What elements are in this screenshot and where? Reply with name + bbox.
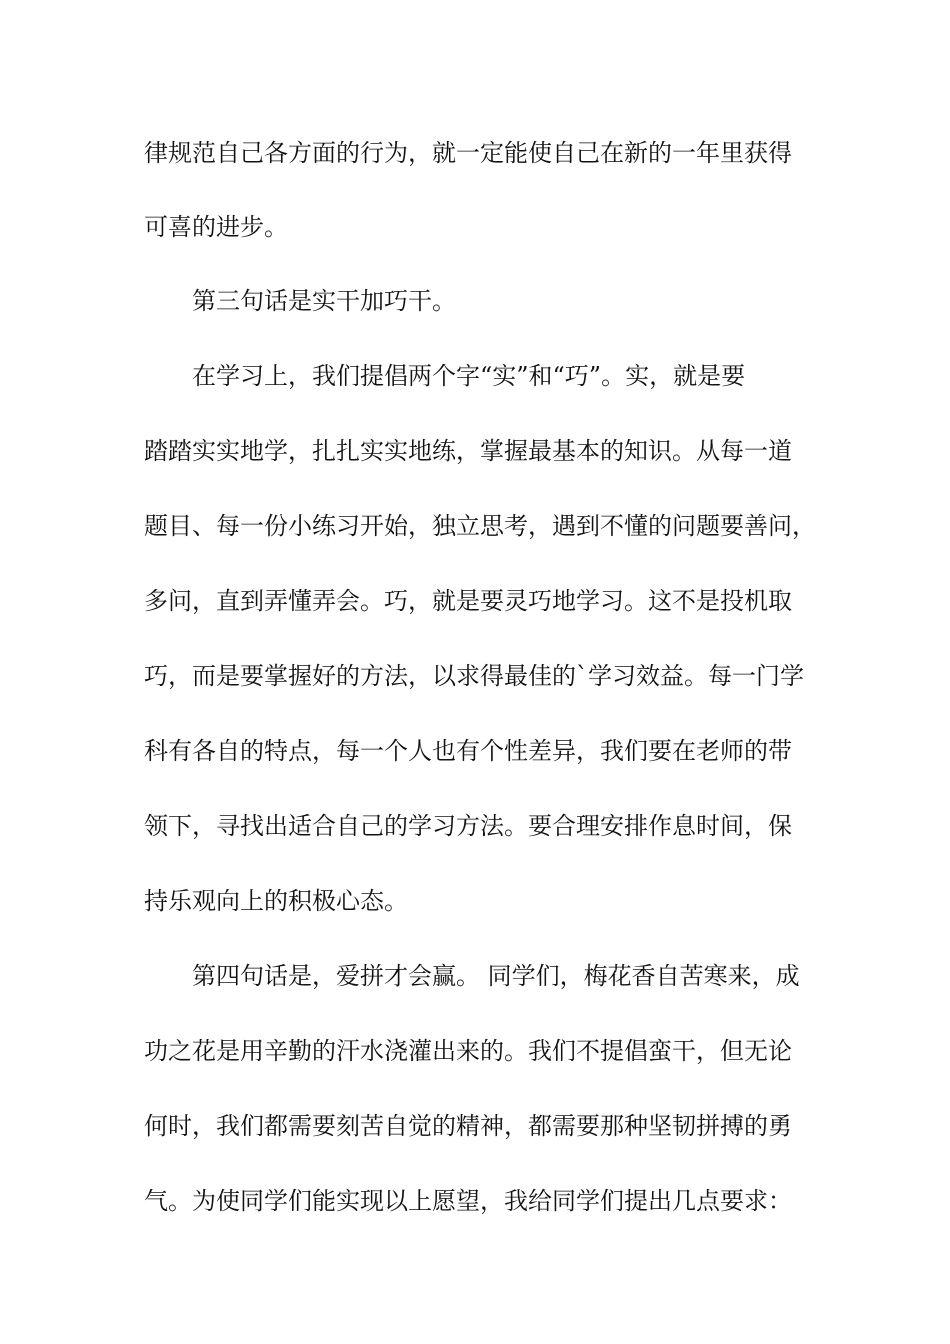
text-line: 多问，直到弄懂弄会。巧，就是要灵巧地学习。这不是投机取 (144, 587, 792, 615)
text-line: 踏踏实实地学，扎扎实实地练，掌握最基本的知识。从每一道 (144, 437, 792, 465)
text-line: 领下，寻找出适合自己的学习方法。要合理安排作息时间，保 (144, 812, 792, 840)
text-line: 功之花是用辛勤的汗水浇灌出来的。我们不提倡蛮干，但无论 (144, 1037, 792, 1065)
text-line: 题目、每一份小练习开始，独立思考，遇到不懂的问题要善问， (144, 512, 816, 540)
text-line: 巧，而是要掌握好的方法，以求得最佳的`学习效益。每一门学 (144, 662, 804, 690)
text-line: 气。为使同学们能实现以上愿望，我给同学们提出几点要求： (144, 1187, 792, 1215)
text-line: 何时，我们都需要刻苦自觉的精神，都需要那种坚韧拼搏的勇 (144, 1112, 792, 1140)
text-line: 科有各自的特点，每一个人也有个性差异，我们要在老师的带 (144, 737, 792, 765)
paragraph-start-line: 第四句话是，爱拼才会赢。 同学们，梅花香自苦寒来，成 (192, 962, 800, 990)
text-line: 律规范自己各方面的行为，就一定能使自己在新的一年里获得 (144, 139, 792, 167)
text-line: 可喜的进步。 (144, 213, 288, 241)
paragraph-start-line: 在学习上，我们提倡两个字“实”和“巧”。实，就是要 (192, 362, 746, 390)
paragraph-start-line: 第三句话是实干加巧干。 (192, 287, 456, 315)
text-line: 持乐观向上的积极心态。 (144, 887, 408, 915)
